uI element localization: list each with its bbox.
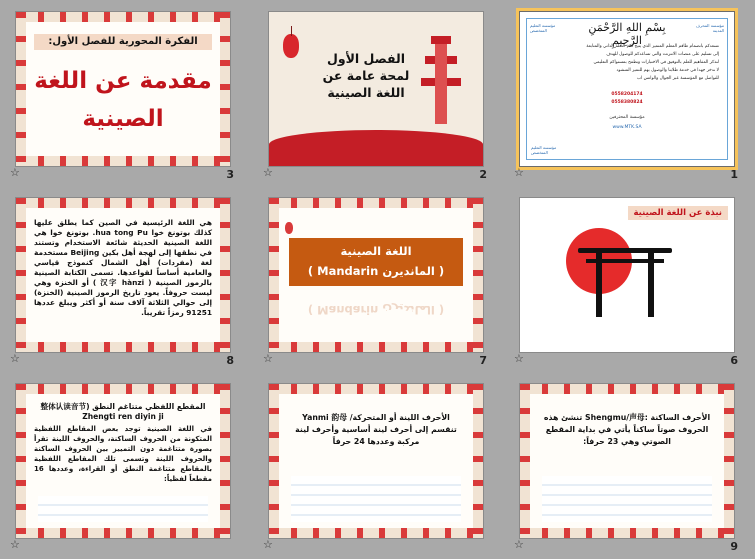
slide-slot-11[interactable] (4, 376, 246, 554)
border-right (220, 12, 230, 166)
slide-number: 1 (730, 168, 738, 181)
slide-11-heading: المقطع اللفظي متتاغم النطق (整体认读音节 Zhengti ren diyin ji (40, 402, 206, 421)
slide-number: 8 (226, 354, 234, 367)
border-left (16, 384, 26, 538)
slide-2-title (311, 50, 421, 101)
title-line: مقدمة عن اللغة (34, 68, 212, 94)
title-line: اللغة الصينية (340, 244, 412, 258)
slide-8-body: هي اللغة الرئيسية في الصين كما يطلق عليها كذلك بوتونغ خوا hua tong Pu. بوتونغ خوا هي اللغة الصينية الحديثة شائعة الاستخدام وتستند في نطقها إلى لهجة أهل بكين Beijing مستخدمة لغة (مفردات) أهل الشمال كنموذج قياسي والعامية أساساً لقواعدها. تسمى الكتابة الصينية بالرموز الصينية ( 汉字 hànzi ) أو الخنزة وهي ليست حروفاً. يعود تاريخ الرموز الصينية (الخنزة) إلى حوالي الثلاثة آلاف سنة أو أكثر ويبلغ عددها 91251 رمزاً تقريباً. (34, 218, 213, 317)
title-line: ( المانديرن Mandarin ) (307, 264, 445, 278)
slide-slot-9[interactable] (508, 376, 750, 554)
border-top (269, 198, 483, 208)
border-top (16, 198, 230, 208)
slide-1-body (535, 43, 719, 83)
lantern-string (291, 26, 292, 36)
border-right (724, 384, 734, 538)
border-left (16, 198, 26, 352)
slide-thumbnail[interactable] (520, 198, 734, 352)
slide-slot-2[interactable] (257, 4, 499, 182)
torii-gate-icon (578, 248, 672, 318)
border-right (220, 198, 230, 352)
slide-number: 3 (226, 168, 234, 181)
website: www.MTK.SA (612, 125, 642, 130)
slide-thumbnail[interactable] (269, 12, 483, 166)
slide-thumbnail[interactable] (520, 384, 734, 538)
pagoda-icon (419, 28, 463, 128)
syllable-table (38, 496, 208, 522)
border-left (269, 384, 279, 538)
body-line: لنذكر المفاهيم للعلم بالتوفيق في الاختبارات ونطمح بمستواكم التعليمي (593, 60, 719, 65)
transition-star-icon[interactable]: ☆ (514, 352, 524, 365)
title-line: الفصل الأول (326, 51, 405, 66)
slide-number: 2 (479, 168, 487, 181)
consonant-table (542, 476, 712, 522)
slide-slot-6[interactable] (508, 190, 750, 368)
slide-slot-3[interactable] (4, 4, 246, 182)
slide-thumbnail[interactable] (269, 384, 483, 538)
border-top (16, 12, 230, 22)
slide-thumbnail[interactable] (269, 198, 483, 352)
phone-1: 0558204174 (611, 92, 643, 97)
logo-left: مؤسسة التعليم المتخصص (530, 23, 556, 33)
logo-right: مؤسسة المحرف المدينة (695, 23, 724, 33)
slide-slot-1[interactable] (508, 4, 750, 182)
title-line: الصينية (82, 106, 164, 132)
vowel-table (291, 476, 461, 522)
border-right (473, 198, 483, 352)
transition-star-icon[interactable]: ☆ (514, 538, 524, 551)
phones (527, 91, 727, 107)
logo-bottom: مؤسسة التعليم المتخصص (531, 145, 557, 155)
slide-3-banner: الفكرة المحورية للفصل الأول: (34, 34, 212, 50)
slide-slot-7[interactable] (257, 190, 499, 368)
transition-star-icon[interactable]: ☆ (263, 166, 273, 179)
transition-star-icon[interactable]: ☆ (10, 538, 20, 551)
border-top (520, 384, 734, 394)
border-top (269, 384, 483, 394)
title-line: اللغة الصينية (327, 85, 405, 100)
slide-slot-8[interactable] (4, 190, 246, 368)
slide-3-title (30, 62, 216, 138)
red-hills (269, 130, 483, 166)
slide-thumbnail[interactable] (16, 12, 230, 166)
slide-slot-10[interactable] (257, 376, 499, 554)
transition-star-icon[interactable]: ☆ (10, 166, 20, 179)
slide-11-body: في اللغة الصينية توجد بعض المقاطع اللفظية المتكونة من الحروف الساكنة، والحروف اللينة تقرأ بصورة متتاغمة دون التمييز بين الحروف الساكنة والحروف اللينة وتسمى تلك المقاطع اللفظية بالمقاطع متتاغمة النطق أو القراءة، وعددها 16 مقطعاً لفظياً: (34, 425, 212, 483)
transition-star-icon[interactable]: ☆ (263, 538, 273, 551)
border-left (520, 384, 530, 538)
body-line: نسعدكم بانضمام طاقم المعلم المتميز الذي يتيح لكم التعلم الذاتي والمتابعة (586, 44, 719, 49)
border-top (16, 384, 230, 394)
slide-number: 9 (730, 540, 738, 553)
transition-star-icon[interactable]: ☆ (263, 352, 273, 365)
border-left (269, 198, 279, 352)
slide-thumbnail[interactable] (16, 198, 230, 352)
border-bottom (269, 528, 483, 538)
border-bottom (269, 342, 483, 352)
border-bottom (16, 528, 230, 538)
basmala: بِسْمِ اللهِ الرَّحْمَنِ الرَّحِيمِ (588, 21, 666, 47)
border-bottom (520, 528, 734, 538)
slide-thumbnail[interactable] (16, 384, 230, 538)
slide-number: 7 (479, 354, 487, 367)
body-line: للتواصل مع المؤسسة عبر الجوال والواتس اب (636, 76, 719, 81)
lantern-icon (283, 34, 299, 58)
slide-9-heading: الأحرف الساكنة :Shengmu/声母 تنشئ هذه الحروف صوتاً ساكناً يأتي في بداية المقطع الصوتي وهي 23 حرفاً: (543, 413, 711, 446)
title-reflection: ( المانديرن Mandarin ) (307, 303, 445, 317)
border-left (16, 12, 26, 166)
slide-thumbnail[interactable] (520, 12, 734, 166)
transition-star-icon[interactable]: ☆ (514, 166, 524, 179)
slide-10-heading: الأحرف اللينة أو المتحركة/ Yanmi 韵母 تنقسم إلى أحرف لينة أساسية وأحرف لينة مركبة وعددها 24 حرفاً (295, 413, 457, 446)
slide-6-banner: نبذة عن اللغة الصينية (628, 206, 729, 220)
signature: مؤسسة المحترفين (609, 115, 645, 120)
body-line: لا ندخر جهدا في خدمة طلابنا والوصول بهم للتميز المنشود (616, 68, 719, 73)
body-line: إلى تسليم على منصات الانترنت والتي تساعدكم للوصول للهدف (606, 52, 719, 57)
border-right (220, 384, 230, 538)
border-right (473, 384, 483, 538)
title-line: لمحة عامة عن (322, 68, 410, 83)
slide-number: 6 (730, 354, 738, 367)
phone-2: 0558380824 (611, 100, 643, 105)
slide-1-frame (526, 18, 728, 160)
border-bottom (16, 342, 230, 352)
lantern-icon (285, 222, 293, 234)
slide-7-title-box (289, 238, 463, 286)
border-bottom (16, 156, 230, 166)
transition-star-icon[interactable]: ☆ (10, 352, 20, 365)
